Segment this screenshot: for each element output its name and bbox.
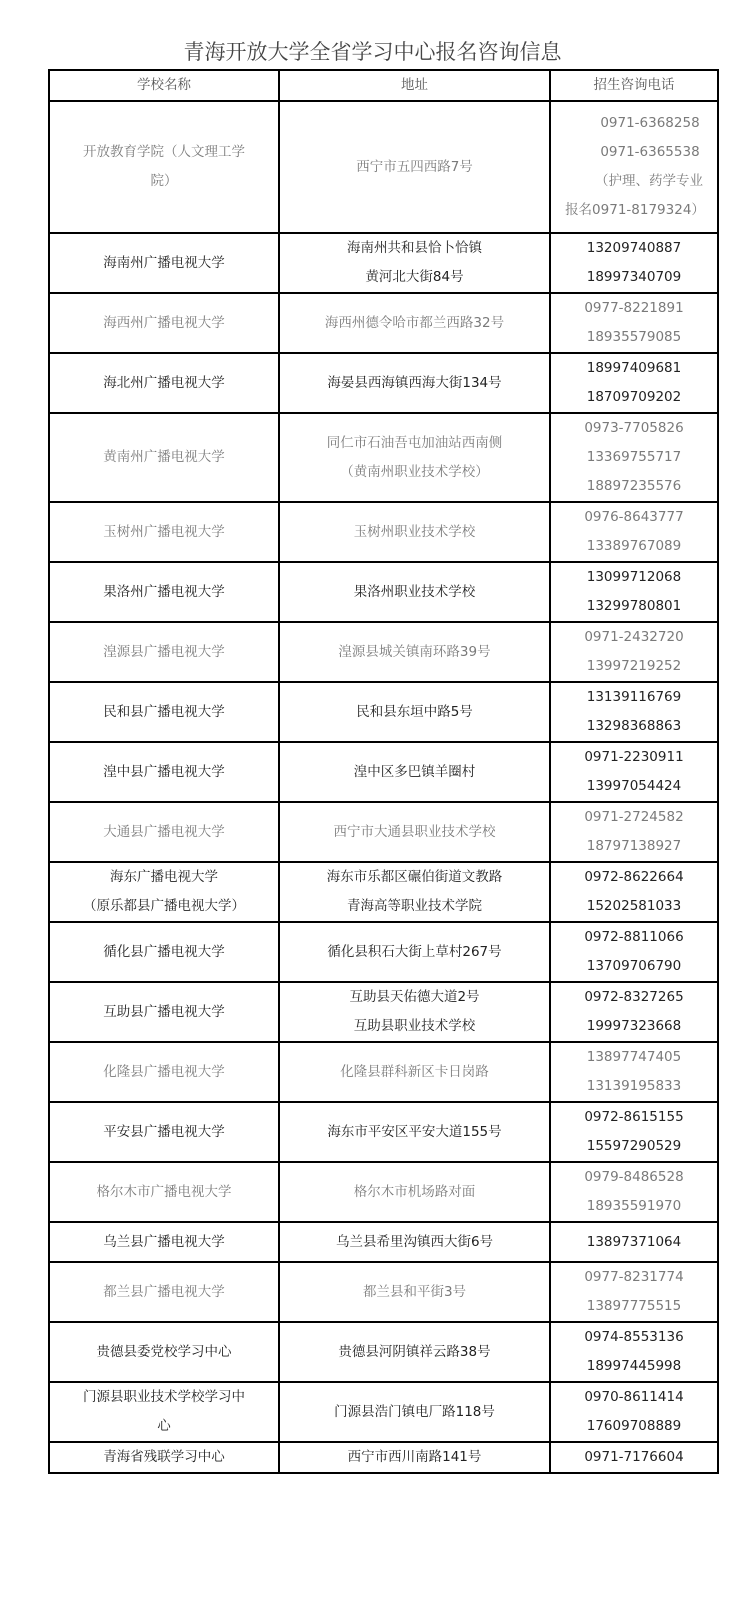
table-row: [49, 682, 718, 742]
school-name: 青海省残联学习中心: [103, 1449, 225, 1465]
phone-number: 0977-8221891: [584, 300, 684, 316]
address-text: 西宁市五四西路7号: [356, 158, 473, 175]
school-name-cell: [49, 802, 279, 862]
school-name: 果洛州广播电视大学: [103, 583, 225, 600]
table-row: [49, 293, 718, 353]
phone-number: 0973-7705826: [584, 420, 684, 436]
school-name-cell: [49, 233, 279, 293]
table-row: [49, 862, 718, 922]
phone-cell: [550, 1262, 718, 1322]
phone-number: 18997445998: [586, 1358, 682, 1374]
table-row: [49, 562, 718, 622]
address-cell: [279, 1162, 550, 1222]
school-name: 大通县广播电视大学: [103, 823, 225, 840]
school-name-cell: [49, 1262, 279, 1322]
phone-number: 18897235576: [586, 478, 682, 494]
table-body: [49, 101, 718, 1473]
phone-number: 报名0971-8179324）: [565, 202, 705, 218]
phone-number: 13997219252: [586, 658, 682, 674]
phone-number: 0977-8231774: [584, 1269, 684, 1285]
school-name: 玉树州广播电视大学: [103, 523, 225, 540]
address-cell: [279, 1222, 550, 1262]
address-text: 果洛州职业技术学校: [353, 583, 476, 600]
school-name: 湟中县广播电视大学: [103, 763, 225, 780]
school-name-cell: [49, 682, 279, 742]
address-text: 循化县积石大街上草村267号: [327, 943, 502, 960]
phone-number: 17609708889: [586, 1418, 682, 1434]
phone-number: 19997323668: [586, 1018, 682, 1034]
school-name-cell: [49, 413, 279, 502]
address-cell: [279, 101, 550, 233]
table-header-row: [49, 70, 718, 101]
table-row: [49, 502, 718, 562]
table-row: [49, 353, 718, 413]
address-text: 海东市乐都区碾伯街道文教路: [326, 869, 503, 885]
address-cell: [279, 1322, 550, 1382]
learning-center-table: [48, 69, 719, 1474]
school-name: 格尔木市广播电视大学: [96, 1183, 232, 1200]
address-text: 贵德县河阴镇祥云路38号: [338, 1343, 491, 1360]
phone-number: 0974-8553136: [584, 1329, 684, 1345]
school-name-cell: [49, 982, 279, 1042]
phone-cell: [550, 293, 718, 353]
phone-number: 0971-2432720: [584, 629, 684, 645]
address-text: 湟源县城关镇南环路39号: [338, 643, 491, 660]
phone-number: 0971-6365538: [600, 144, 700, 160]
phone-number: 0971-6368258: [600, 115, 700, 131]
address-cell: [279, 293, 550, 353]
address-text: 门源县浩门镇电厂路118号: [334, 1403, 495, 1420]
school-name-cell: [49, 1042, 279, 1102]
phone-number: 13997054424: [586, 778, 682, 794]
phone-number: 13299780801: [586, 598, 682, 614]
phone-cell: [550, 862, 718, 922]
header-address: 地址: [279, 70, 550, 101]
address-text: 西宁市西川南路141号: [347, 1449, 482, 1465]
phone-cell: [550, 682, 718, 742]
school-name-cell: [49, 622, 279, 682]
school-name-cell: [49, 1102, 279, 1162]
table-row: [49, 1162, 718, 1222]
address-text: 西宁市大通县职业技术学校: [333, 823, 496, 840]
address-cell: [279, 1102, 550, 1162]
table-row: [49, 1382, 718, 1442]
address-cell: [279, 233, 550, 293]
phone-number: 0972-8622664: [584, 869, 684, 885]
table-row: [49, 101, 718, 233]
phone-cell: [550, 982, 718, 1042]
school-name-cell: [49, 742, 279, 802]
address-text: 都兰县和平街3号: [362, 1283, 467, 1300]
address-cell: [279, 1382, 550, 1442]
phone-cell: [550, 1222, 718, 1262]
school-name: 民和县广播电视大学: [103, 703, 225, 720]
table-row: [49, 233, 718, 293]
school-name-cell: [49, 1322, 279, 1382]
address-text: 湟中区多巴镇羊圈村: [353, 763, 476, 780]
phone-number: 0972-8615155: [584, 1109, 684, 1125]
school-name-cell: [49, 562, 279, 622]
table-row: [49, 742, 718, 802]
phone-number: 13298368863: [586, 718, 682, 734]
address-cell: [279, 862, 550, 922]
address-cell: [279, 982, 550, 1042]
school-name: 黄南州广播电视大学: [103, 449, 225, 465]
table-row: [49, 622, 718, 682]
table-row: [49, 413, 718, 502]
school-name: 开放教育学院（人文理工学: [83, 144, 245, 160]
phone-cell: [550, 1102, 718, 1162]
phone-cell: [550, 1382, 718, 1442]
school-name-cell: [49, 1382, 279, 1442]
phone-number: 18935579085: [586, 329, 682, 345]
phone-cell: [550, 233, 718, 293]
table-row: [49, 1102, 718, 1162]
table-row: [49, 1442, 718, 1473]
phone-number: 15597290529: [586, 1138, 682, 1154]
address-text: （黄南州职业技术学校）: [340, 463, 489, 480]
school-name: 海北州广播电视大学: [103, 374, 225, 391]
phone-number: 0971-2724582: [584, 809, 684, 825]
school-name: 互助县广播电视大学: [103, 1003, 225, 1020]
school-name-cell: [49, 1222, 279, 1262]
phone-number: 0972-8327265: [584, 989, 684, 1005]
address-text: 民和县东垣中路5号: [356, 703, 473, 720]
address-text: 化隆县群科新区卡日岗路: [340, 1063, 489, 1080]
phone-cell: [550, 622, 718, 682]
phone-number: 0976-8643777: [584, 509, 684, 525]
address-cell: [279, 1442, 550, 1473]
phone-number: 13139195833: [586, 1078, 682, 1094]
phone-cell: [550, 922, 718, 982]
phone-number: 13897371064: [586, 1233, 682, 1250]
phone-cell: [550, 1442, 718, 1473]
address-cell: [279, 1042, 550, 1102]
school-name: 循化县广播电视大学: [103, 943, 225, 960]
address-text: 海西州德令哈市都兰西路32号: [324, 314, 505, 331]
address-text: 黄河北大街84号: [365, 269, 464, 285]
address-cell: [279, 502, 550, 562]
phone-number: 13369755717: [586, 449, 682, 465]
school-name: 门源县职业技术学校学习中: [83, 1389, 245, 1405]
address-text: 青海高等职业技术学院: [347, 898, 482, 914]
school-name: 平安县广播电视大学: [103, 1123, 225, 1140]
address-text: 互助县天佑德大道2号: [349, 989, 480, 1005]
phone-number: 13099712068: [586, 569, 682, 585]
phone-cell: [550, 353, 718, 413]
phone-cell: [550, 1042, 718, 1102]
address-text: 格尔木市机场路对面: [353, 1183, 476, 1200]
school-name-cell: [49, 101, 279, 233]
page-title: 青海开放大学全省学习中心报名咨询信息: [183, 40, 562, 64]
school-name: 都兰县广播电视大学: [103, 1283, 225, 1300]
table-row: [49, 922, 718, 982]
table-row: [49, 982, 718, 1042]
table-row: [49, 1042, 718, 1102]
phone-cell: [550, 1322, 718, 1382]
phone-number: 18797138927: [586, 838, 682, 854]
phone-cell: [550, 802, 718, 862]
phone-cell: [550, 502, 718, 562]
table-row: [49, 1322, 718, 1382]
phone-number: 0971-7176604: [584, 1449, 684, 1465]
phone-number: 0979-8486528: [584, 1169, 684, 1185]
phone-number: 13709706790: [586, 958, 682, 974]
phone-number: 18997409681: [586, 360, 682, 376]
address-text: 互助县职业技术学校: [353, 1018, 476, 1034]
address-cell: [279, 622, 550, 682]
phone-number: 0971-2230911: [584, 749, 684, 765]
address-text: 同仁市石油吾屯加油站西南侧: [326, 434, 503, 451]
table-row: [49, 1222, 718, 1262]
phone-number: 0972-8811066: [584, 929, 684, 945]
address-cell: [279, 802, 550, 862]
address-cell: [279, 1262, 550, 1322]
school-name: 海西州广播电视大学: [103, 314, 225, 331]
school-name-cell: [49, 1442, 279, 1473]
phone-number: 18709709202: [586, 389, 682, 405]
phone-number: 13897747405: [586, 1049, 682, 1065]
school-name-cell: [49, 353, 279, 413]
phone-number: 15202581033: [586, 898, 682, 914]
address-cell: [279, 682, 550, 742]
address-text: 海东市平安区平安大道155号: [327, 1123, 502, 1140]
address-text: 海晏县西海镇西海大街134号: [327, 374, 502, 391]
phone-number: 13139116769: [586, 689, 682, 705]
header-school-name: 学校名称: [49, 70, 279, 101]
phone-number: 13389767089: [586, 538, 682, 554]
school-name: （原乐都县广播电视大学）: [83, 898, 245, 914]
phone-cell: [550, 742, 718, 802]
school-name: 化隆县广播电视大学: [103, 1063, 225, 1080]
school-name-cell: [49, 502, 279, 562]
school-name: 乌兰县广播电视大学: [103, 1233, 225, 1250]
address-cell: [279, 353, 550, 413]
school-name: 贵德县委党校学习中心: [96, 1343, 232, 1360]
address-cell: [279, 562, 550, 622]
phone-number: 13209740887: [586, 240, 682, 256]
phone-number: （护理、药学专业: [595, 173, 703, 189]
address-text: 乌兰县希里沟镇西大街6号: [335, 1233, 494, 1250]
address-text: 玉树州职业技术学校: [353, 523, 476, 540]
phone-cell: [550, 562, 718, 622]
school-name-cell: [49, 1162, 279, 1222]
address-text: 海南州共和县恰卜恰镇: [347, 240, 482, 256]
address-cell: [279, 922, 550, 982]
table-row: [49, 1262, 718, 1322]
school-name: 海东广播电视大学: [110, 869, 218, 885]
table-row: [49, 802, 718, 862]
phone-number: 18935591970: [586, 1198, 682, 1214]
phone-cell: [550, 1162, 718, 1222]
school-name: 院）: [150, 173, 178, 189]
address-cell: [279, 742, 550, 802]
phone-number: 13897775515: [586, 1298, 682, 1314]
address-cell: [279, 413, 550, 502]
phone-cell: [550, 101, 718, 233]
school-name-cell: [49, 862, 279, 922]
phone-number: 18997340709: [586, 269, 682, 285]
school-name: 海南州广播电视大学: [103, 254, 225, 271]
school-name-cell: [49, 293, 279, 353]
school-name-cell: [49, 922, 279, 982]
header-phone: 招生咨询电话: [550, 70, 718, 101]
school-name: 心: [157, 1418, 171, 1434]
school-name: 湟源县广播电视大学: [103, 643, 225, 660]
phone-number: 0970-8611414: [584, 1389, 684, 1405]
phone-cell: [550, 413, 718, 502]
